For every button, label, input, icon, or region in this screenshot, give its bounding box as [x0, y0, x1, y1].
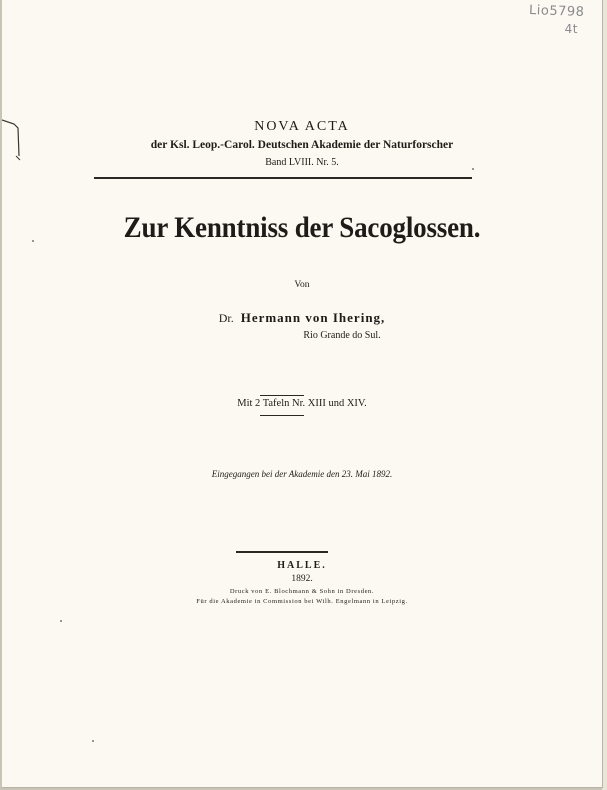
header-divider — [94, 177, 472, 179]
paper-speck — [32, 240, 34, 242]
document-page — [2, 0, 603, 788]
plates-rule-top — [260, 395, 304, 396]
series-title: NOVA ACTA — [254, 119, 350, 134]
imprint-divider — [236, 551, 328, 553]
author-name: Hermann von Ihering, — [240, 310, 386, 325]
author-line — [2, 310, 602, 326]
plates-note: Mit 2 Tafeln Nr. XIII und XIV. — [237, 398, 367, 409]
imprint-city: HALLE. — [277, 560, 327, 571]
catalog-number-annotation: Lio5798 — [528, 3, 585, 20]
byline-von: Von — [294, 280, 310, 290]
volume-number: Band LVIII. Nr. 5. — [265, 157, 339, 168]
society-name: der Ksl. Leop.-Carol. Deutschen Akademie der Naturforscher — [150, 139, 454, 151]
shelf-note-annotation: 4t — [564, 22, 578, 36]
paper-speck — [472, 168, 474, 170]
author-location: Rio Grande do Sul. — [303, 330, 381, 341]
received-date: Eingegangen bei der Akademie den 23. Mai 1892. — [211, 469, 393, 479]
paper-speck — [92, 740, 94, 742]
printer-line: Druck von E. Blochmann & Sohn in Dresden. — [229, 588, 375, 595]
paper-speck — [60, 620, 62, 622]
author-prefix: Dr. — [218, 311, 234, 325]
imprint-year: 1892. — [291, 574, 313, 584]
plates-rule-bottom — [260, 415, 304, 416]
document-title: Zur Kenntniss der Sacoglossen. — [123, 211, 481, 244]
commission-line: Für die Akademie in Commission bei Wilh. Engelmann in Leipzig. — [196, 598, 408, 605]
